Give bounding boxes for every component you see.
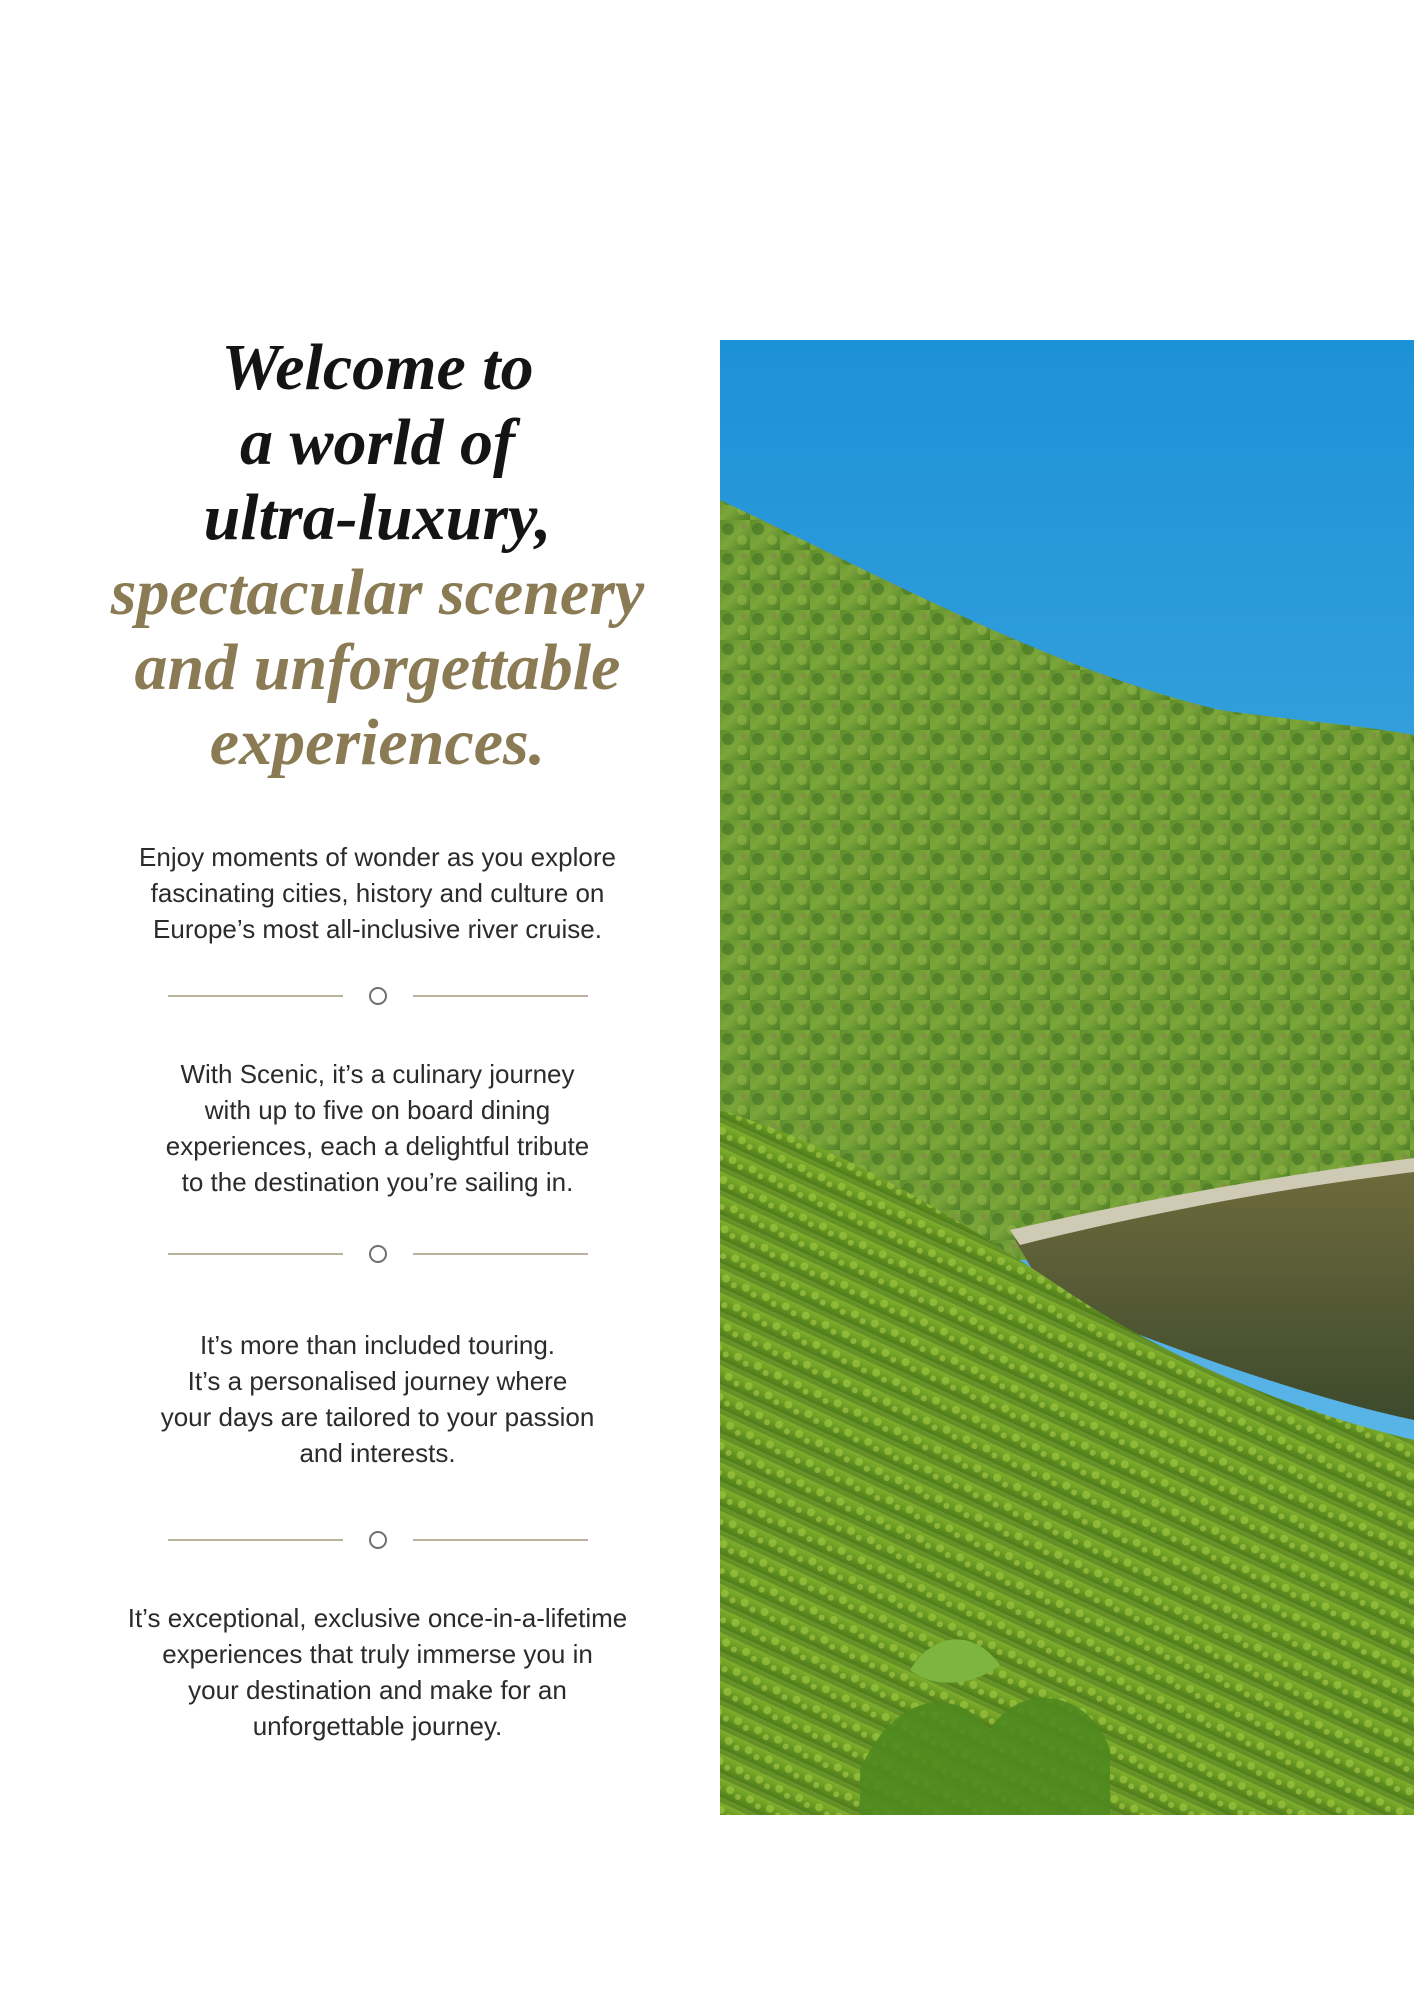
circle-ornament-icon <box>369 1245 387 1263</box>
headline-accent-line: experiences. <box>209 706 546 779</box>
paragraph-line: experiences, each a delightful tribute <box>165 1131 590 1161</box>
paragraph-exclusive <box>60 1600 695 1744</box>
paragraph-explore <box>60 839 695 947</box>
paragraph-culinary <box>60 1056 695 1200</box>
headline <box>60 330 695 780</box>
paragraph-line: your days are tailored to your passion <box>160 1402 595 1432</box>
paragraph-line: It’s exceptional, exclusive once-in-a-lifetime <box>127 1603 628 1633</box>
headline-line: ultra-luxury, <box>203 481 552 554</box>
divider <box>168 984 588 1008</box>
paragraph-line: Europe’s most all-inclusive river cruise. <box>153 914 602 944</box>
paragraph-line: It’s more than included touring. <box>199 1330 556 1360</box>
divider <box>168 1242 588 1266</box>
divider-line <box>413 995 588 997</box>
paragraph-line: and interests. <box>299 1438 456 1468</box>
paragraph-line: experiences that truly immerse you in <box>162 1639 593 1669</box>
paragraph-line: With Scenic, it’s a culinary journey <box>180 1059 575 1089</box>
headline-accent-line: and unforgettable <box>134 631 621 704</box>
divider-line <box>168 995 343 997</box>
paragraph-line: your destination and make for an <box>188 1675 567 1705</box>
divider-line <box>168 1253 343 1255</box>
circle-ornament-icon <box>369 987 387 1005</box>
divider-line <box>413 1253 588 1255</box>
vineyard-river-photo <box>720 340 1414 1815</box>
paragraph-touring <box>60 1327 695 1471</box>
headline-line: Welcome to <box>221 331 534 404</box>
divider-line <box>168 1539 343 1541</box>
headline-line: a world of <box>239 406 516 479</box>
paragraph-line: unforgettable journey. <box>252 1711 503 1741</box>
paragraph-line: fascinating cities, history and culture on <box>150 878 605 908</box>
divider-line <box>413 1539 588 1541</box>
circle-ornament-icon <box>369 1531 387 1549</box>
paragraph-line: with up to five on board dining <box>204 1095 551 1125</box>
paragraph-line: Enjoy moments of wonder as you explore <box>139 842 616 872</box>
headline-accent-line: spectacular scenery <box>110 556 645 629</box>
intro-column <box>60 330 695 1744</box>
divider <box>168 1528 588 1552</box>
paragraph-line: It’s a personalised journey where <box>187 1366 568 1396</box>
paragraph-line: to the destination you’re sailing in. <box>181 1167 574 1197</box>
